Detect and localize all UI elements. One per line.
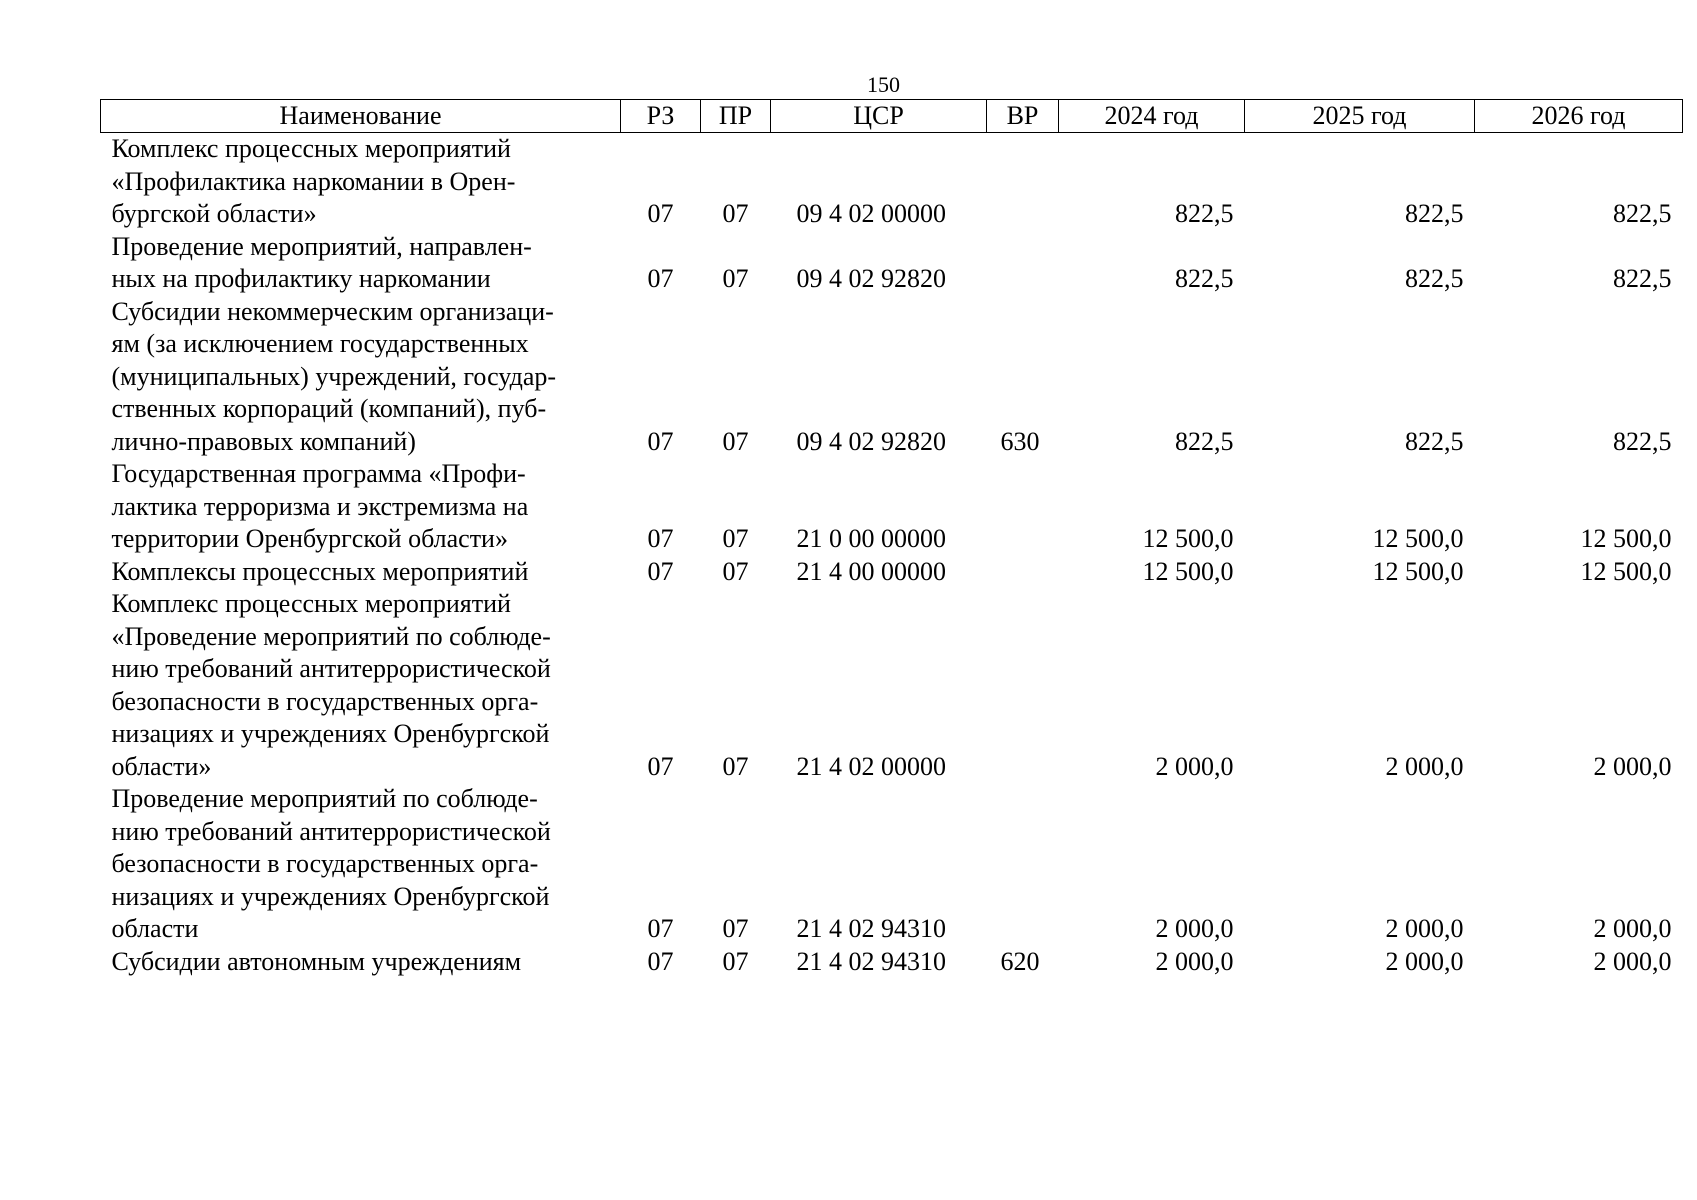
row-name-line: территории Оренбургской области» [111,524,508,553]
row-name-line: лактика терроризма и экстремизма на [111,491,529,521]
row-amount-2025: 12 500,0 [1372,556,1464,586]
row-amount-2024: 2 000,0 [1155,914,1234,943]
header-2026: 2026 год [1475,100,1683,133]
row-name [101,458,621,556]
header-2025: 2025 год [1245,100,1475,133]
row-pr: 07 [722,914,749,943]
row-vr [987,783,1059,946]
row-amount-2025: 2 000,0 [1385,751,1464,781]
row-name-line: Субсидии некоммерческим организаци- [111,296,554,326]
row-vr [987,556,1059,589]
row-amount-2024: 2 000,0 [1155,751,1234,781]
row-amount-2026: 822,5 [1613,199,1672,228]
row-rz: 07 [647,914,674,943]
row-vr [987,133,1059,231]
row-rz: 07 [647,751,674,781]
row-name [101,588,621,783]
row-name-line: (муниципальных) учреждений, государ- [111,361,557,391]
row-amount-2026: 12 500,0 [1580,556,1672,586]
row-csr: 09 4 02 00000 [796,199,946,228]
row-name-line: нию требований антитеррористической [111,654,551,683]
row-vr [987,231,1059,296]
row-amount-2024: 822,5 [1175,199,1234,228]
row-amount-2024: 12 500,0 [1142,556,1234,586]
row-csr: 21 4 02 94310 [796,914,946,943]
row-pr: 07 [722,751,749,781]
table-row [101,783,1683,946]
row-pr: 07 [722,426,749,456]
row-csr: 21 4 02 00000 [796,751,946,781]
row-name-line: нию требований антитеррористической [111,816,551,846]
row-name-line: Проведение мероприятий по соблюде- [111,784,538,813]
row-amount-2025: 2 000,0 [1385,946,1464,976]
row-rz: 07 [647,264,674,293]
row-name-line: низациях и учреждениях Оренбургской [111,719,550,748]
row-name-line: безопасности в государственных орга- [111,686,539,716]
table-body [101,133,1683,979]
row-name-line: бургской области» [111,199,317,228]
row-name-line: Государственная программа «Профи- [111,459,526,488]
row-name-line: лично-правовых компаний) [111,426,416,456]
row-amount-2024: 822,5 [1175,426,1234,456]
row-csr: 21 4 00 00000 [796,556,946,586]
budget-table [100,99,1683,978]
row-name [101,231,621,296]
row-name-line: области» [111,751,212,781]
row-amount-2026: 822,5 [1613,264,1672,293]
row-amount-2025: 822,5 [1405,264,1464,293]
row-amount-2024: 12 500,0 [1142,524,1234,553]
row-name-line: «Профилактика наркомании в Орен- [111,166,516,196]
row-rz: 07 [647,946,674,976]
row-amount-2025: 12 500,0 [1372,524,1464,553]
page-number: 150 [867,72,900,97]
row-pr: 07 [722,264,749,293]
row-name [101,556,621,589]
row-name-line: Комплексы процессных мероприятий [111,556,529,586]
header-2024: 2024 год [1059,100,1245,133]
row-amount-2026: 2 000,0 [1593,751,1672,781]
row-name-line: ственных корпораций (компаний), пуб- [111,394,547,423]
table-row [101,556,1683,589]
row-csr: 09 4 02 92820 [796,264,946,293]
row-name [101,946,621,979]
table-row [101,946,1683,979]
row-name-line: «Проведение мероприятий по соблюде- [111,621,551,651]
row-pr: 07 [722,556,749,586]
row-name-line: низациях и учреждениях Оренбургской [111,881,550,911]
row-rz: 07 [647,426,674,456]
row-vr: 630 [1000,426,1040,456]
row-amount-2024: 822,5 [1175,264,1234,293]
row-name-line: области [111,914,199,943]
row-name-line: Проведение мероприятий, направлен- [111,231,532,261]
table-row [101,458,1683,556]
row-amount-2026: 822,5 [1613,426,1672,456]
row-amount-2026: 12 500,0 [1580,524,1672,553]
row-vr: 620 [1000,946,1040,976]
table-row [101,133,1683,231]
row-vr [987,588,1059,783]
row-pr: 07 [722,946,749,976]
row-amount-2026: 2 000,0 [1593,946,1672,976]
header-pr: ПР [701,100,771,133]
header-vr: ВР [987,100,1059,133]
row-pr: 07 [722,524,749,553]
row-amount-2025: 822,5 [1405,199,1464,228]
table-row [101,588,1683,783]
row-name-line: Комплекс процессных мероприятий [111,134,511,163]
row-name-line: безопасности в государственных орга- [111,849,539,878]
row-name [101,133,621,231]
row-csr: 21 4 02 94310 [796,946,946,976]
row-pr: 07 [722,199,749,228]
header-name: Наименование [101,100,621,133]
row-csr: 21 0 00 00000 [796,524,946,553]
table-row [101,296,1683,459]
table-row [101,231,1683,296]
row-name-line: ных на профилактику наркомании [111,264,491,293]
row-rz: 07 [647,199,674,228]
row-name [101,296,621,459]
row-rz: 07 [647,524,674,553]
table-header-row [101,100,1683,133]
row-name-line: Субсидии автономным учреждениям [111,946,522,976]
row-amount-2025: 2 000,0 [1385,914,1464,943]
row-amount-2024: 2 000,0 [1155,946,1234,976]
row-name-line: ям (за исключением государственных [111,329,529,358]
header-rz: РЗ [621,100,701,133]
row-vr [987,458,1059,556]
row-amount-2026: 2 000,0 [1593,914,1672,943]
row-name-line: Комплекс процессных мероприятий [111,589,511,618]
row-amount-2025: 822,5 [1405,426,1464,456]
row-name [101,783,621,946]
row-csr: 09 4 02 92820 [796,426,946,456]
row-rz: 07 [647,556,674,586]
header-csr: ЦСР [771,100,987,133]
